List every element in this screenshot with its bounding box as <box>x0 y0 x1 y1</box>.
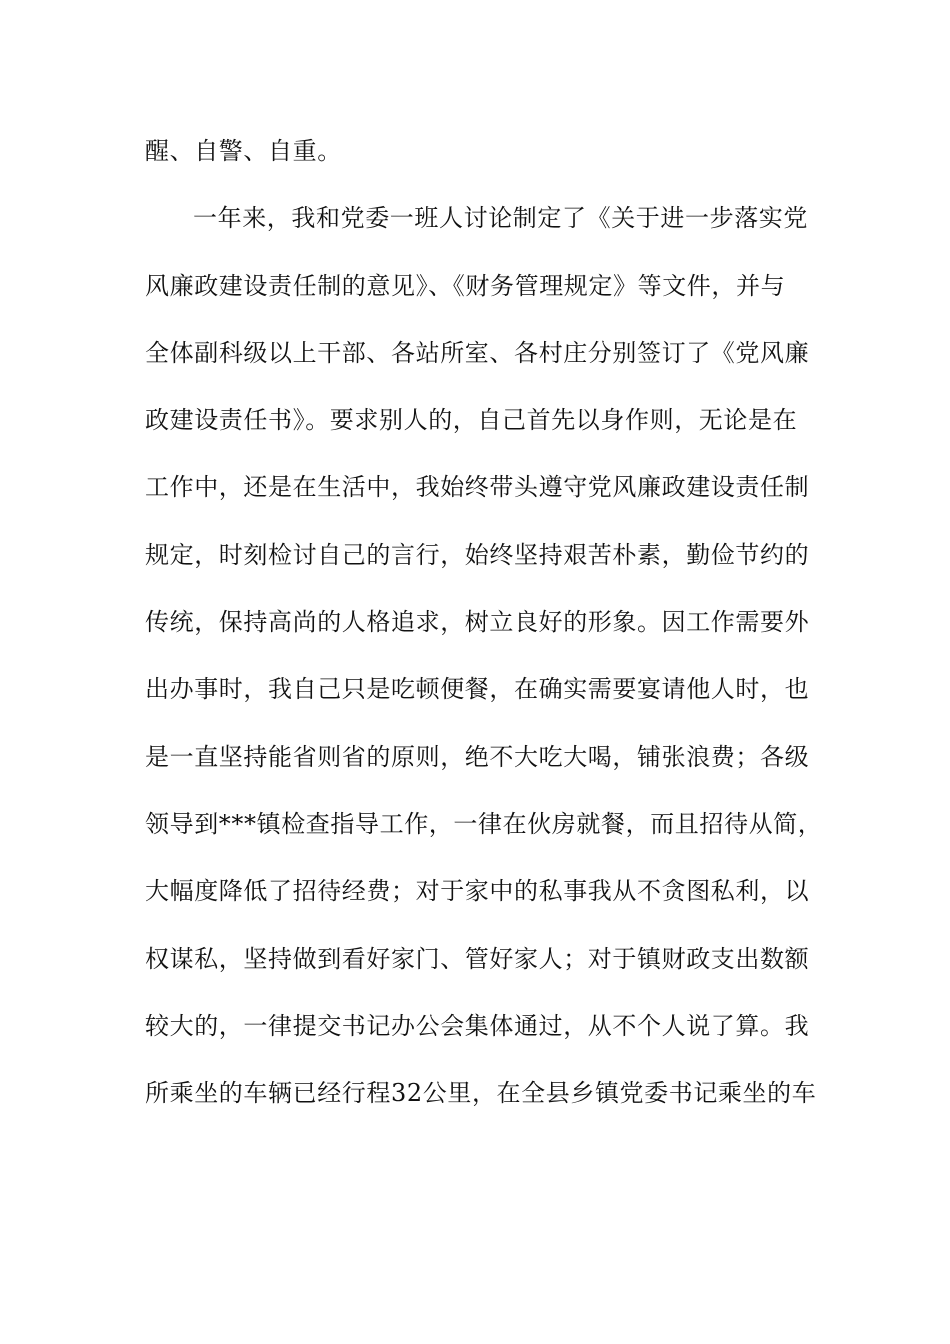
text-line: 出办事时，我自己只是吃顿便餐，在确实需要宴请他人时，也 <box>145 675 810 704</box>
text-line: 一年来，我和党委一班人讨论制定了《关于进一步落实党 <box>193 204 808 233</box>
text-line: 是一直坚持能省则省的原则，绝不大吃大喝，铺张浪费；各级 <box>145 742 810 771</box>
document-body <box>145 126 823 1135</box>
text-line: 工作中，还是在生活中，我始终带头遵守党风廉政建设责任制 <box>145 473 810 502</box>
text-line: 政建设责任书》。要求别人的，自己首先以身作则，无论是在 <box>145 406 798 435</box>
text-line: 醒、自警、自重。 <box>145 137 342 165</box>
text-line: 所乘坐的车辆已经行程32公里，在全县乡镇党委书记乘坐的车 <box>145 1079 817 1108</box>
text-line: 传统，保持高尚的人格追求，树立良好的形象。因工作需要外 <box>145 608 810 637</box>
text-line: 大幅度降低了招待经费；对于家中的私事我从不贪图私利，以 <box>145 877 810 906</box>
text-line: 规定，时刻检讨自己的言行，始终坚持艰苦朴素，勤俭节约的 <box>145 540 810 569</box>
text-line: 全体副科级以上干部、各站所室、各村庄分别签订了《党风廉 <box>145 338 810 367</box>
text-line: 领导到***镇检查指导工作，一律在伙房就餐，而且招待从简， <box>145 809 823 838</box>
text-line: 风廉政建设责任制的意见》、《财务管理规定》等文件，并与 <box>145 271 786 300</box>
text-line: 权谋私，坚持做到看好家门、管好家人；对于镇财政支出数额 <box>145 944 810 973</box>
text-line: 较大的，一律提交书记办公会集体通过，从不个人说了算。我 <box>145 1011 810 1040</box>
